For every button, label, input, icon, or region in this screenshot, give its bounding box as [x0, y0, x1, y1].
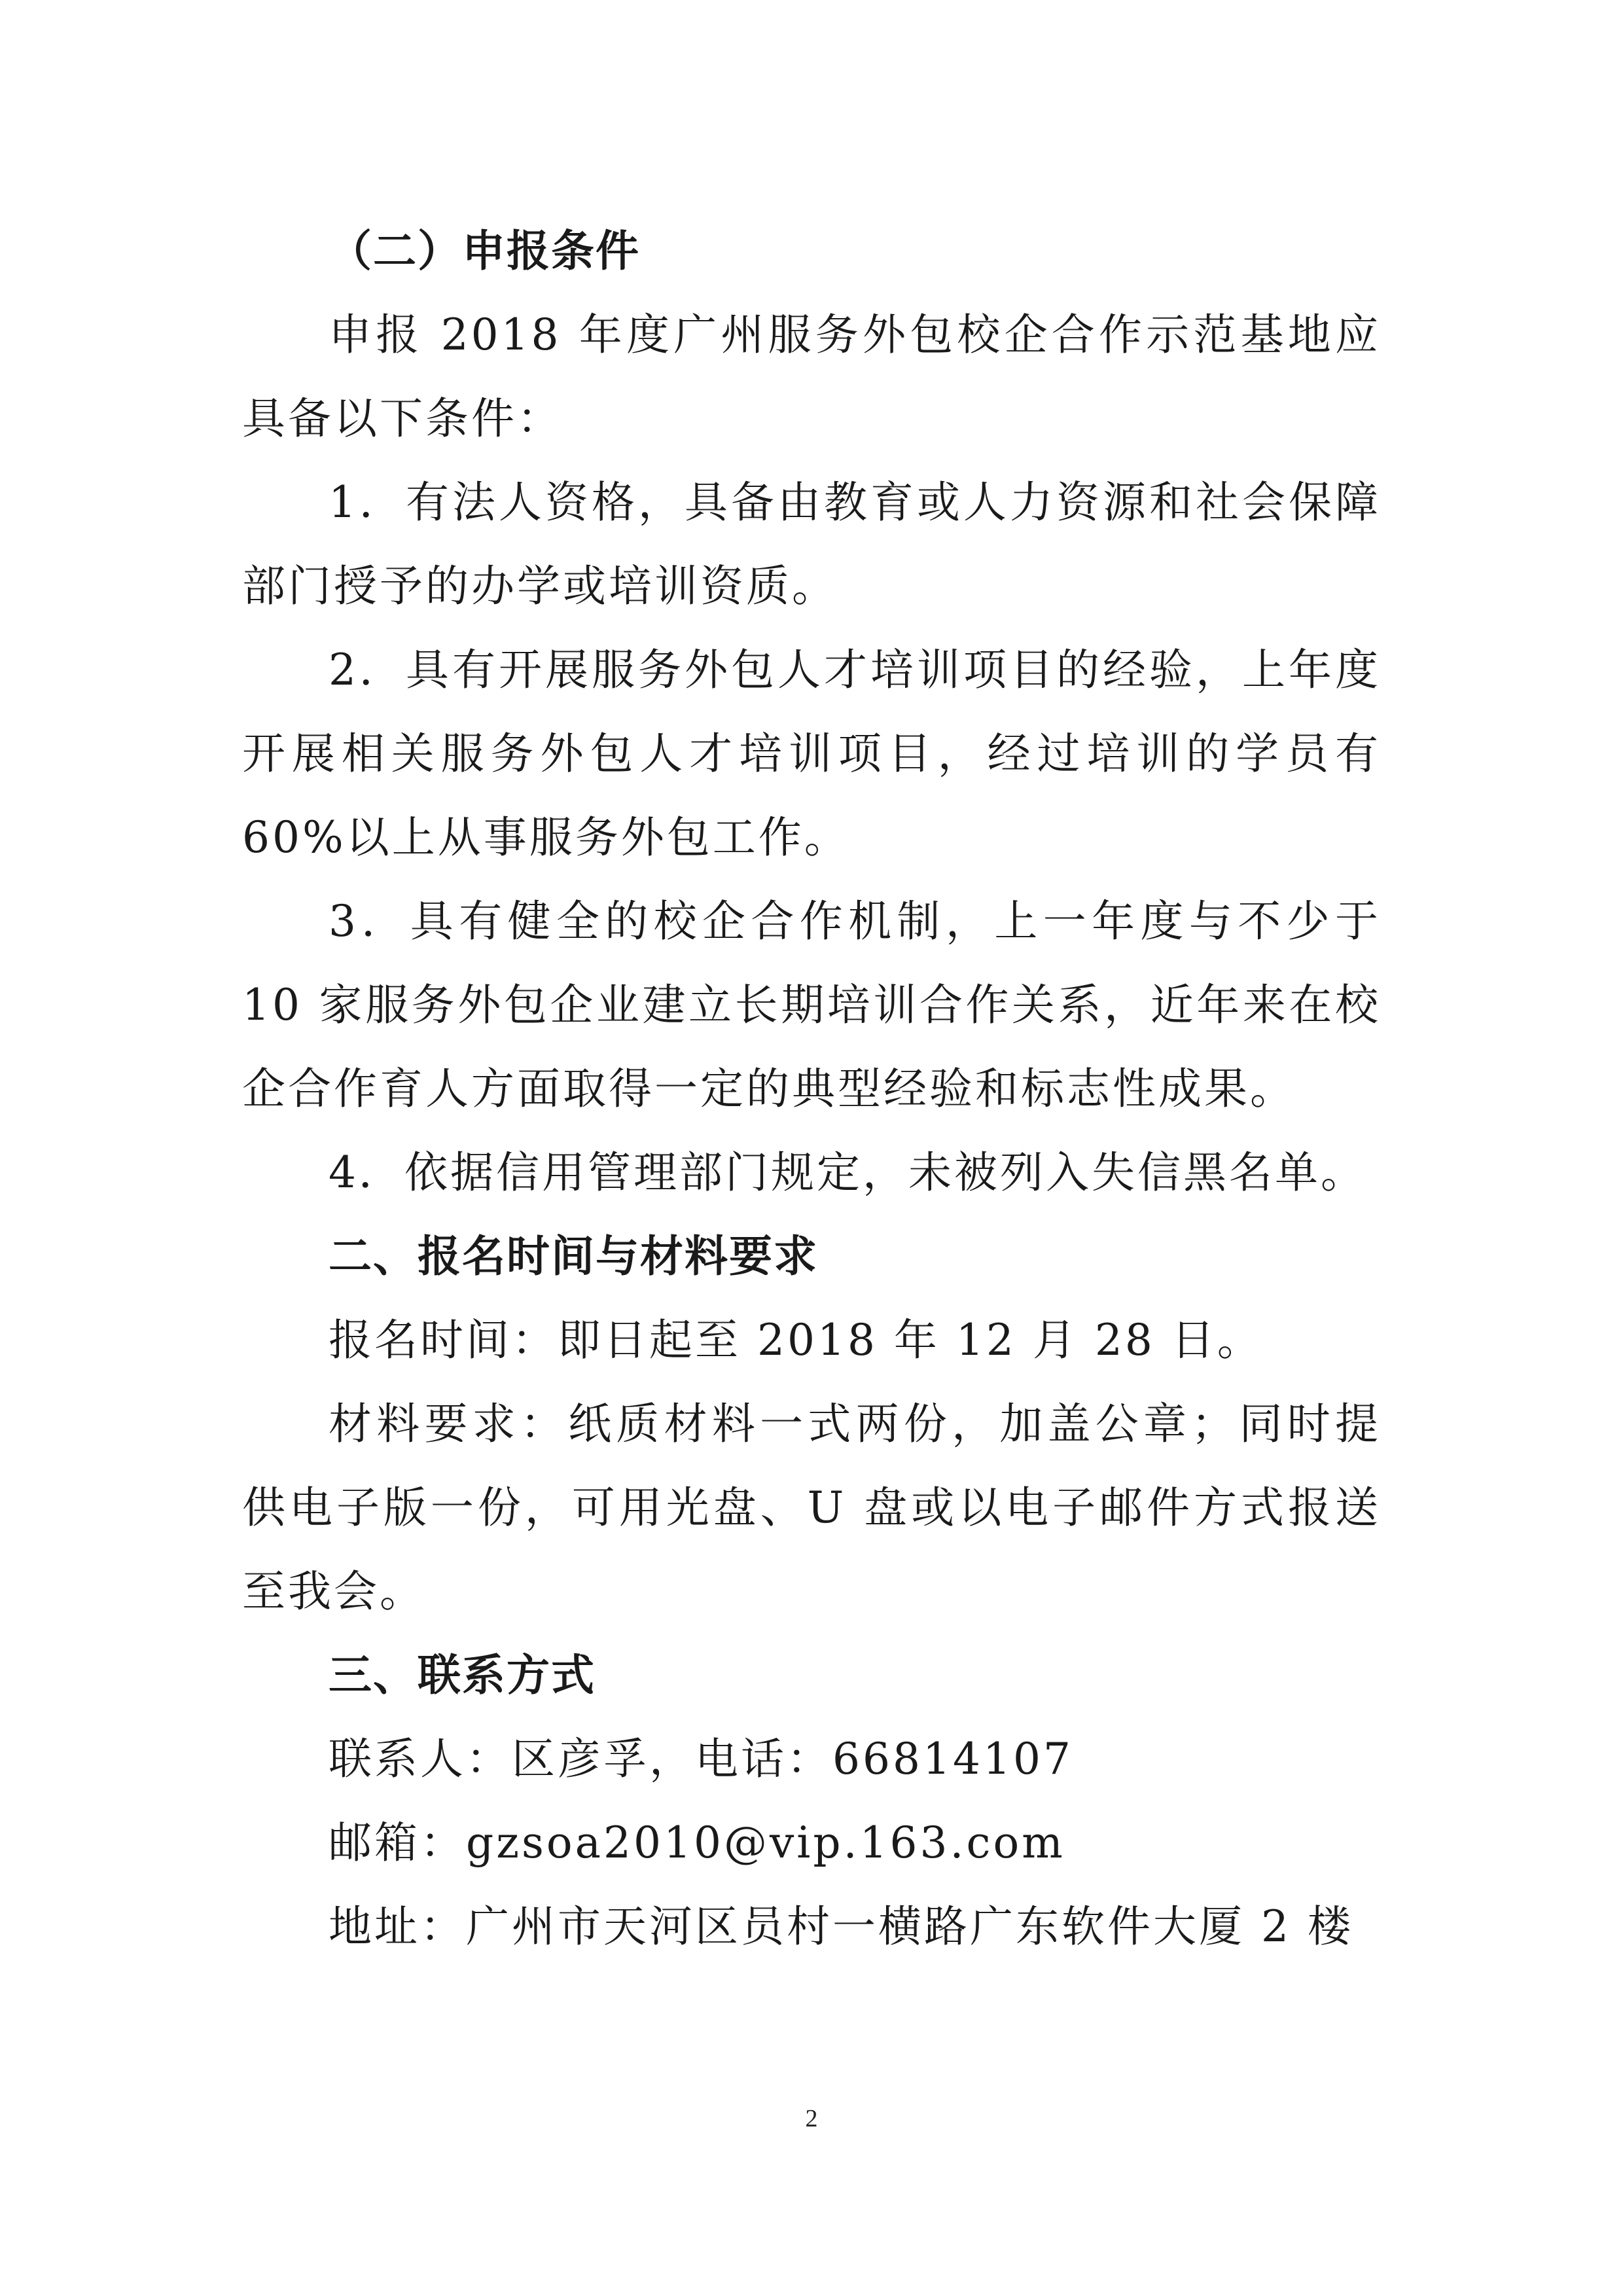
section-heading-conditions: （二）申报条件: [329, 226, 640, 276]
section-heading-contact: 三、联系方式: [329, 1650, 596, 1700]
document-body: [242, 209, 1381, 1969]
page-number: 2: [805, 2105, 818, 2132]
conditions-intro: 申报 2018 年度广州服务外包校企合作示范基地应具备以下条件：: [242, 310, 1381, 444]
registration-time: 报名时间：即日起至 2018 年 12 月 28 日。: [329, 1315, 1263, 1365]
condition-item-4: 4．依据信用管理部门规定，未被列入失信黑名单。: [329, 1147, 1366, 1198]
condition-item-1: 1．有法人资格，具备由教育或人力资源和社会保障部门授予的办学或培训资质。: [242, 477, 1381, 611]
contact-email: 邮箱：gzsoa2010@vip.163.com: [329, 1818, 1065, 1868]
condition-item-3: 3．具有健全的校企合作机制，上一年度与不少于 10 家服务外包企业建立长期培训合作关系，近年来在校企合作育人方面取得一定的典型经验和标志性成果。: [242, 896, 1381, 1114]
section-heading-registration: 二、报名时间与材料要求: [329, 1231, 818, 1282]
contact-person: 联系人：区彦孚，电话：66814107: [329, 1734, 1073, 1784]
contact-address: 地址：广州市天河区员村一横路广东软件大厦 2 楼: [329, 1901, 1353, 1952]
material-requirements: 材料要求：纸质材料一式两份，加盖公章；同时提供电子版一份，可用光盘、U 盘或以电子邮件方式报送至我会。: [242, 1399, 1381, 1617]
condition-item-2: 2．具有开展服务外包人才培训项目的经验，上年度开展相关服务外包人才培训项目，经过培训的学员有 60%以上从事服务外包工作。: [242, 645, 1381, 863]
